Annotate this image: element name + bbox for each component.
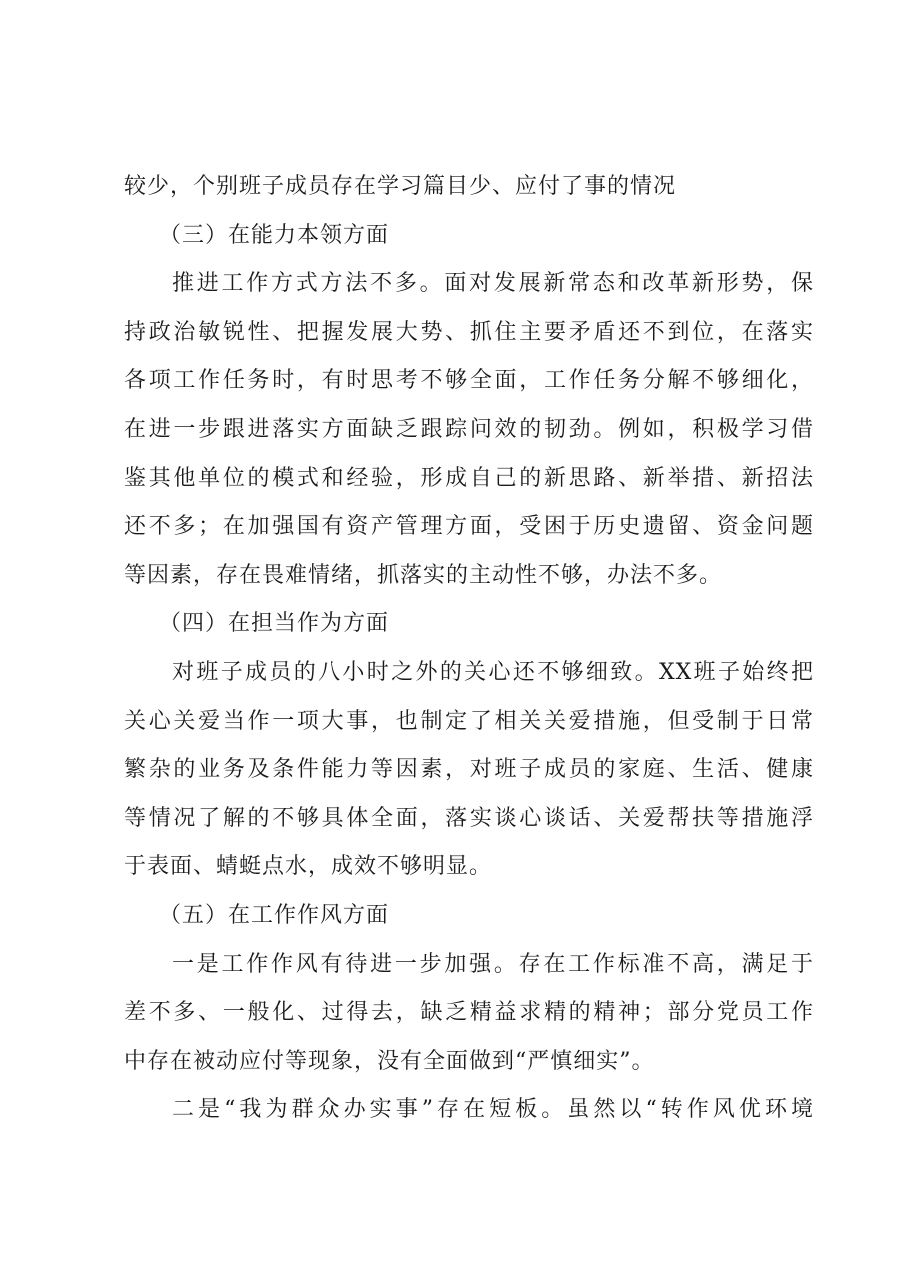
paragraph-line: 于表面、蜻蜓点水，成效不够明显。 <box>124 854 493 880</box>
section-heading-5: （五）在工作作风方面 <box>159 902 390 928</box>
paragraph-line: 差不多、一般化、过得去，缺乏精益求精的精神；部分党员工作 <box>124 1000 814 1026</box>
section-heading-3: （三）在能力本领方面 <box>159 222 390 248</box>
paragraph-line: 一是工作作风有待进一步加强。存在工作标准不高，满足于 <box>172 951 814 977</box>
document-body <box>124 163 814 1135</box>
paragraph-line: 各项工作任务时，有时思考不够全面，工作任务分解不够细化， <box>124 368 814 394</box>
paragraph-line: 等情况了解的不够具体全面，落实谈心谈话、关爱帮扶等措施浮 <box>124 805 814 831</box>
paragraph-line: 还不多；在加强国有资产管理方面，受困于历史遗留、资金问题 <box>124 514 814 540</box>
paragraph-line: 持政治敏锐性、把握发展大势、抓住主要矛盾还不到位，在落实 <box>124 319 814 345</box>
section-heading-4: （四）在担当作为方面 <box>159 611 390 637</box>
paragraph-line: 对班子成员的八小时之外的关心还不够细致。XX班子始终把 <box>172 659 814 685</box>
paragraph-line: 中存在被动应付等现象，没有全面做到“严慎细实”。 <box>124 1048 655 1074</box>
paragraph-line: 较少，个别班子成员存在学习篇目少、应付了事的情况 <box>124 174 677 199</box>
paragraph-line: 繁杂的业务及条件能力等因素，对班子成员的家庭、生活、健康 <box>124 757 814 783</box>
paragraph-line: 鉴其他单位的模式和经验，形成自己的新思路、新举措、新招法 <box>124 465 814 491</box>
paragraph-line: 等因素，存在畏难情绪，抓落实的主动性不够，办法不多。 <box>124 562 723 588</box>
paragraph-line: 关心关爱当作一项大事，也制定了相关关爱措施，但受制于日常 <box>124 708 814 734</box>
paragraph-line: 推进工作方式方法不多。面对发展新常态和改革新形势，保 <box>172 271 814 297</box>
paragraph-line: 二是“我为群众办实事”存在短板。虽然以“转作风优环境 <box>172 1097 814 1123</box>
paragraph-line: 在进一步跟进落实方面缺乏跟踪问效的韧劲。例如，积极学习借 <box>124 416 814 442</box>
